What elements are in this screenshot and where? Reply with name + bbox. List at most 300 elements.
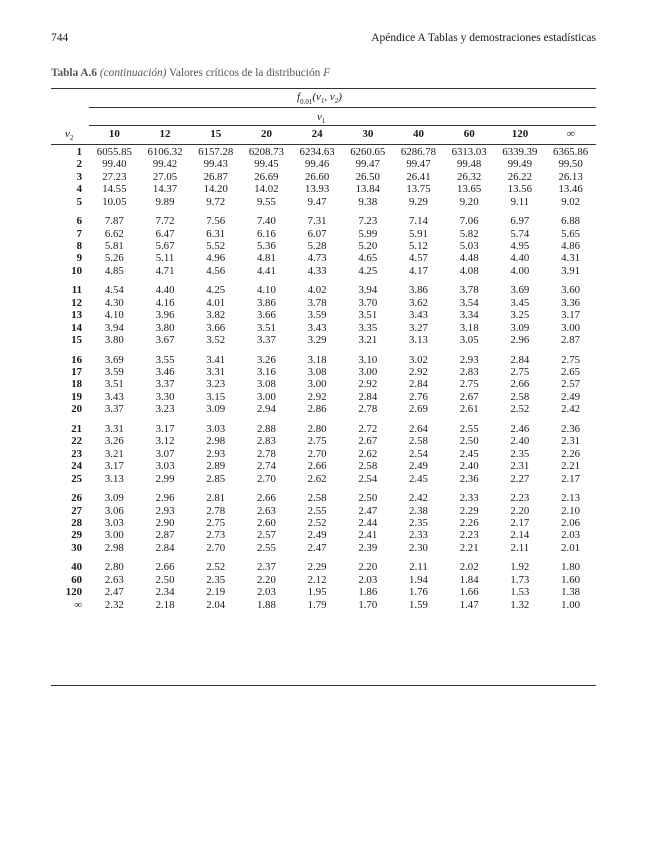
table-cell: 2.40 (459, 460, 479, 473)
table-cell: 3.08 (307, 366, 327, 379)
table-cell: 2.29 (459, 504, 479, 517)
row-label-nu2: 1 (76, 146, 82, 158)
table-cell: 3.27 (409, 321, 428, 334)
table-row (51, 403, 596, 415)
table-cell: 2.98 (206, 435, 226, 448)
table-cell: 26.13 (558, 170, 583, 183)
table-cell: 2.12 (307, 573, 327, 586)
table-cell: 2.92 (307, 390, 327, 403)
table-cell: 14.37 (152, 183, 178, 196)
table-row (51, 448, 596, 460)
table-cell: 3.13 (104, 472, 124, 485)
table-cell: 2.96 (510, 334, 530, 347)
f-args-close: ) (338, 91, 342, 103)
table-cell: 2.67 (459, 390, 479, 403)
row-group-spacer (51, 346, 596, 353)
table-cell: 2.11 (409, 561, 428, 574)
table-cell: 2.32 (104, 598, 124, 611)
table-cell: 4.25 (206, 284, 226, 297)
table-row (51, 252, 596, 264)
table-cell: 2.85 (206, 472, 226, 485)
table-cell: 2.49 (307, 529, 327, 542)
f-args-open: (ν (312, 91, 321, 103)
table-cell: 3.08 (256, 378, 276, 391)
table-cell: 2.87 (561, 334, 581, 347)
table-cell: 27.05 (152, 170, 178, 183)
row-label-nu2: 26 (71, 492, 82, 505)
table-cell: 4.10 (104, 309, 124, 322)
table-cell: 3.17 (104, 460, 124, 473)
table-cell: 2.58 (510, 390, 530, 403)
table-cell: 3.00 (256, 390, 276, 403)
row-label-nu2: 6 (76, 215, 82, 228)
table-row (51, 228, 596, 240)
table-cell: 2.54 (358, 472, 378, 485)
table-cell: 4.71 (155, 264, 175, 277)
table-cell: 13.56 (507, 183, 532, 196)
table-cell: 6157.28 (198, 146, 234, 158)
table-cell: 2.75 (206, 516, 226, 529)
table-cell: 5.81 (104, 240, 124, 253)
table-cell: 4.10 (256, 284, 276, 297)
column-header: ∞ (566, 128, 575, 140)
table-cell: 2.55 (459, 422, 479, 435)
table-cell: 2.62 (307, 472, 327, 485)
table-cell: 1.76 (409, 586, 428, 599)
table-cell: 2.45 (459, 447, 479, 460)
table-cell: 2.84 (510, 353, 530, 366)
row-label-nu2: 17 (71, 366, 82, 379)
table-cell: 2.19 (206, 586, 226, 599)
table-cell: 3.00 (561, 321, 581, 334)
row-label-nu2: 29 (71, 529, 82, 542)
table-cell: 2.60 (256, 516, 276, 529)
row-label-nu2: 25 (71, 472, 82, 485)
table-cell: 2.03 (561, 529, 581, 542)
column-header: 30 (362, 128, 374, 140)
nu2-subscript: 2 (69, 134, 74, 142)
table-cell: 3.91 (561, 264, 581, 277)
row-label-nu2: 14 (71, 321, 82, 334)
table-cell: 2.50 (155, 573, 175, 586)
row-group-spacer (51, 554, 596, 561)
table-cell: 3.00 (307, 378, 327, 391)
table-cell: 26.60 (304, 170, 330, 183)
table-cell: 3.06 (104, 504, 124, 517)
table-cell: 9.38 (358, 195, 378, 208)
table-cell: 4.31 (561, 252, 581, 265)
table-row (51, 146, 596, 158)
table-cell: 2.35 (206, 573, 226, 586)
table-cell: 3.66 (206, 321, 226, 334)
table-cell: 2.38 (409, 504, 428, 517)
table-row (51, 423, 596, 435)
column-header: 10 (108, 128, 120, 140)
table-cell: 3.00 (104, 529, 124, 542)
table-cell: 2.57 (561, 378, 581, 391)
table-cell: 2.11 (510, 541, 530, 554)
table-cell: 3.15 (206, 390, 226, 403)
table-cell: 13.93 (304, 183, 330, 196)
table-cell: 3.59 (104, 366, 124, 379)
table-cell: 2.02 (459, 561, 479, 574)
table-cell: 4.30 (104, 296, 124, 309)
table-cell: 6365.86 (553, 146, 589, 158)
table-cell: 3.00 (358, 366, 378, 379)
row-label-nu2: 24 (71, 460, 82, 473)
row-label-nu2: ∞ (74, 598, 82, 611)
table-cell: 1.47 (459, 598, 479, 611)
table-cell: 1.73 (510, 573, 530, 586)
column-header-row (51, 128, 596, 142)
row-label-nu2: 4 (76, 183, 82, 196)
table-row (51, 529, 596, 541)
table-cell: 4.86 (561, 240, 581, 253)
table-cell: 2.37 (256, 561, 276, 574)
table-cell: 1.79 (307, 598, 327, 611)
table-cell: 6.88 (561, 215, 581, 228)
row-label-nu2: 10 (71, 264, 82, 277)
table-cell: 4.40 (510, 252, 530, 265)
table-cell: 6.31 (206, 227, 226, 240)
table-cell: 2.69 (409, 403, 428, 416)
caption-text: Valores críticos de la distribución (169, 67, 321, 79)
table-cell: 3.70 (358, 296, 378, 309)
table-cell: 2.58 (358, 460, 378, 473)
running-head: Apéndice A Tablas y demostraciones estadísticas (371, 32, 596, 44)
table-cell: 99.42 (152, 158, 178, 171)
table-cell: 2.52 (307, 516, 327, 529)
table-cell: 7.31 (307, 215, 327, 228)
table-cell: 2.55 (256, 541, 276, 554)
table-cell: 2.29 (307, 561, 327, 574)
table-cell: 3.03 (104, 516, 124, 529)
table-cell: 2.20 (358, 561, 378, 574)
table-cell: 2.78 (206, 504, 226, 517)
table-cell: 2.55 (307, 504, 327, 517)
table-cell: 3.51 (358, 309, 378, 322)
table-cell: 4.95 (510, 240, 530, 253)
table-cell: 2.67 (358, 435, 378, 448)
table-cell: 3.60 (561, 284, 581, 297)
table-cell: 6.07 (307, 227, 327, 240)
table-cell: 3.86 (256, 296, 276, 309)
table-cell: 2.23 (459, 529, 479, 542)
table-cell: 2.93 (155, 504, 175, 517)
row-label-nu2: 120 (65, 586, 82, 599)
table-row (51, 574, 596, 586)
table-cell: 3.23 (155, 403, 175, 416)
table-row (51, 196, 596, 208)
table-row (51, 391, 596, 403)
table-row (51, 366, 596, 378)
table-cell: 5.28 (307, 240, 327, 253)
header-rule-2 (89, 125, 596, 126)
table-cell: 2.99 (155, 472, 175, 485)
table-cell: 2.98 (104, 541, 124, 554)
top-rule (51, 88, 596, 89)
table-cell: 1.60 (561, 573, 581, 586)
table-cell: 3.78 (307, 296, 327, 309)
table-cell: 2.44 (358, 516, 378, 529)
row-label-nu2: 11 (71, 284, 82, 297)
table-cell: 5.03 (459, 240, 479, 253)
table-cell: 3.03 (155, 460, 175, 473)
table-cell: 2.84 (409, 378, 428, 391)
table-cell: 3.02 (409, 353, 428, 366)
table-cell: 4.40 (155, 284, 175, 297)
table-cell: 5.82 (459, 227, 479, 240)
table-cell: 2.45 (409, 472, 428, 485)
table-cell: 2.18 (155, 598, 175, 611)
table-cell: 2.06 (561, 516, 581, 529)
table-cell: 2.20 (256, 573, 276, 586)
table-cell: 3.09 (104, 492, 124, 505)
row-label-nu2: 12 (71, 296, 82, 309)
table-cell: 2.57 (256, 529, 276, 542)
table-cell: 99.47 (355, 158, 380, 171)
table-cell: 3.16 (256, 366, 276, 379)
page-header (51, 32, 596, 48)
row-label-nu2: 18 (71, 378, 82, 391)
table-cell: 2.42 (561, 403, 581, 416)
row-label-nu2: 8 (76, 240, 82, 253)
table-cell: 4.33 (307, 264, 327, 277)
table-cell: 1.95 (307, 586, 327, 599)
caption-continuation: (continuación) (99, 67, 167, 79)
table-cell: 9.55 (256, 195, 276, 208)
table-cell: 1.00 (561, 598, 581, 611)
table-cell: 2.61 (459, 403, 479, 416)
table-cell: 26.87 (203, 170, 228, 183)
table-row (51, 265, 596, 277)
row-label-nu2: 23 (71, 447, 82, 460)
table-cell: 2.33 (459, 492, 479, 505)
table-cell: 5.67 (155, 240, 175, 253)
table-cell: 99.48 (457, 158, 482, 171)
table-cell: 3.29 (307, 334, 327, 347)
spacer-cell (51, 346, 596, 353)
table-cell: 3.03 (206, 422, 226, 435)
row-group-spacer (51, 277, 596, 284)
table-cell: 3.43 (409, 309, 428, 322)
table-cell: 3.26 (256, 353, 276, 366)
row-label-nu2: 5 (76, 195, 82, 208)
table-cell: 2.75 (561, 353, 581, 366)
table-cell: 2.04 (206, 598, 226, 611)
table-cell: 4.81 (256, 252, 276, 265)
table-cell: 10.05 (102, 195, 127, 208)
table-cell: 3.51 (256, 321, 276, 334)
column-header: 120 (511, 128, 529, 140)
table-cell: 9.02 (561, 195, 581, 208)
table-cell: 5.26 (104, 252, 124, 265)
f-args-sep: , ν (324, 91, 335, 103)
table-cell: 2.10 (561, 504, 581, 517)
column-header: 60 (463, 128, 475, 140)
table-cell: 3.21 (104, 447, 124, 460)
table-cell: 2.27 (510, 472, 530, 485)
table-cell: 9.89 (155, 195, 175, 208)
table-cell: 3.94 (358, 284, 378, 297)
table-cell: 2.23 (510, 492, 530, 505)
table-cell: 6286.78 (400, 146, 437, 158)
table-row (51, 599, 596, 611)
table-cell: 2.33 (409, 529, 428, 542)
table-cell: 3.46 (155, 366, 175, 379)
table-cell: 6313.03 (451, 146, 487, 158)
table-cell: 2.92 (358, 378, 378, 391)
table-cell: 2.58 (307, 492, 327, 505)
table-cell: 7.40 (256, 215, 276, 228)
table-cell: 3.62 (409, 296, 428, 309)
table-cell: 2.80 (104, 561, 124, 574)
table-cell: 99.47 (406, 158, 431, 171)
table-cell: 2.66 (510, 378, 530, 391)
table-cell: 2.66 (155, 561, 175, 574)
nu1-subscript: 1 (321, 117, 326, 125)
table-cell: 3.96 (155, 309, 175, 322)
table-cell: 2.01 (561, 541, 581, 554)
table-cell: 3.43 (307, 321, 327, 334)
table-cell: 7.06 (459, 215, 479, 228)
table-cell: 5.91 (409, 227, 428, 240)
table-cell: 5.12 (409, 240, 428, 253)
table-cell: 2.40 (510, 435, 530, 448)
table-row (51, 354, 596, 366)
table-cell: 3.43 (104, 390, 124, 403)
table-cell: 5.74 (510, 227, 530, 240)
table-cell: 3.17 (155, 422, 175, 435)
table-cell: 4.54 (104, 284, 124, 297)
table-cell: 4.57 (409, 252, 428, 265)
table-cell: 3.52 (206, 334, 226, 347)
table-cell: 2.21 (459, 541, 479, 554)
row-label-nu2: 3 (76, 170, 82, 183)
table-cell: 5.99 (358, 227, 378, 240)
table-cell: 2.21 (561, 460, 581, 473)
table-cell: 6106.32 (147, 146, 183, 158)
row-label-nu2: 28 (71, 516, 82, 529)
table-cell: 3.80 (155, 321, 175, 334)
table-row (51, 460, 596, 472)
table-cell: 2.49 (561, 390, 581, 403)
table-cell: 3.26 (104, 435, 124, 448)
row-group-spacer (51, 416, 596, 423)
nu1-label (317, 111, 325, 123)
table-cell: 99.46 (304, 158, 330, 171)
table-cell: 2.88 (256, 422, 276, 435)
table-cell: 3.86 (409, 284, 428, 297)
table-cell: 2.03 (256, 586, 276, 599)
table-cell: 2.41 (358, 529, 378, 542)
table-cell: 3.35 (358, 321, 378, 334)
table-cell: 2.70 (307, 447, 327, 460)
table-cell: 3.69 (510, 284, 530, 297)
table-cell: 3.94 (104, 321, 124, 334)
f-arg2-subscript: 2 (334, 97, 339, 105)
row-label-nu2: 27 (71, 504, 82, 517)
table-row (51, 505, 596, 517)
table-cell: 2.94 (256, 403, 276, 416)
f-notation (297, 91, 342, 106)
table-cell: 2.13 (561, 492, 581, 505)
table-cell: 2.66 (256, 492, 276, 505)
table-cell: 14.20 (203, 183, 228, 196)
table-cell: 2.58 (409, 435, 428, 448)
table-cell: 1.59 (409, 598, 428, 611)
table-cell: 99.40 (102, 158, 127, 171)
spacer-cell (51, 554, 596, 561)
spacer-cell (51, 485, 596, 492)
table-cell: 1.84 (459, 573, 479, 586)
table-cell: 2.70 (256, 472, 276, 485)
column-header: 12 (159, 128, 171, 140)
table-cell: 3.12 (155, 435, 175, 448)
table-cell: 5.65 (561, 227, 581, 240)
table-cell: 3.78 (459, 284, 479, 297)
table-cell: 14.55 (102, 183, 127, 196)
table-row (51, 517, 596, 529)
table-cell: 6055.85 (96, 146, 132, 158)
table-cell: 2.31 (561, 435, 581, 448)
table-cell: 9.72 (206, 195, 226, 208)
table-cell: 3.09 (206, 403, 226, 416)
table-cell: 7.56 (206, 215, 226, 228)
table-cell: 99.49 (507, 158, 532, 171)
row-label-nu2: 13 (71, 309, 82, 322)
bottom-rule (51, 685, 596, 686)
table-cell: 2.30 (409, 541, 428, 554)
table-cell: 1.92 (510, 561, 530, 574)
table-cell: 3.37 (104, 403, 124, 416)
spacer-cell (51, 208, 596, 215)
table-cell: 4.85 (104, 264, 124, 277)
f-critical-values-table (51, 146, 596, 611)
table-cell: 2.42 (409, 492, 428, 505)
table-cell: 2.80 (307, 422, 327, 435)
table-cell: 2.81 (206, 492, 226, 505)
table-cell: 3.17 (561, 309, 581, 322)
column-header: 40 (413, 128, 425, 140)
f-symbol: f (297, 91, 301, 103)
table-cell: 6.97 (510, 215, 530, 228)
table-cell: 3.45 (510, 296, 530, 309)
row-label-nu2: 9 (76, 252, 82, 265)
table-cell: 3.59 (307, 309, 327, 322)
table-cell: 13.75 (406, 183, 431, 196)
row-label-nu2: 40 (71, 561, 82, 574)
table-cell: 2.49 (409, 460, 428, 473)
page-number: 744 (51, 32, 69, 44)
table-cell: 99.45 (254, 158, 279, 171)
table-cell: 2.86 (307, 403, 327, 416)
table-cell: 3.31 (104, 422, 124, 435)
table-row (51, 378, 596, 390)
table-cell: 2.14 (510, 529, 530, 542)
table-cell: 2.62 (358, 447, 378, 460)
table-cell: 6234.63 (299, 146, 335, 158)
table-cell: 1.86 (358, 586, 378, 599)
table-row (51, 171, 596, 183)
table-cell: 2.76 (409, 390, 428, 403)
table-cell: 3.36 (561, 296, 581, 309)
table-row (51, 561, 596, 573)
table-cell: 2.75 (459, 378, 479, 391)
caption-label: Tabla A.6 (51, 67, 98, 79)
table-cell: 4.73 (307, 252, 327, 265)
table-cell: 9.20 (459, 195, 479, 208)
